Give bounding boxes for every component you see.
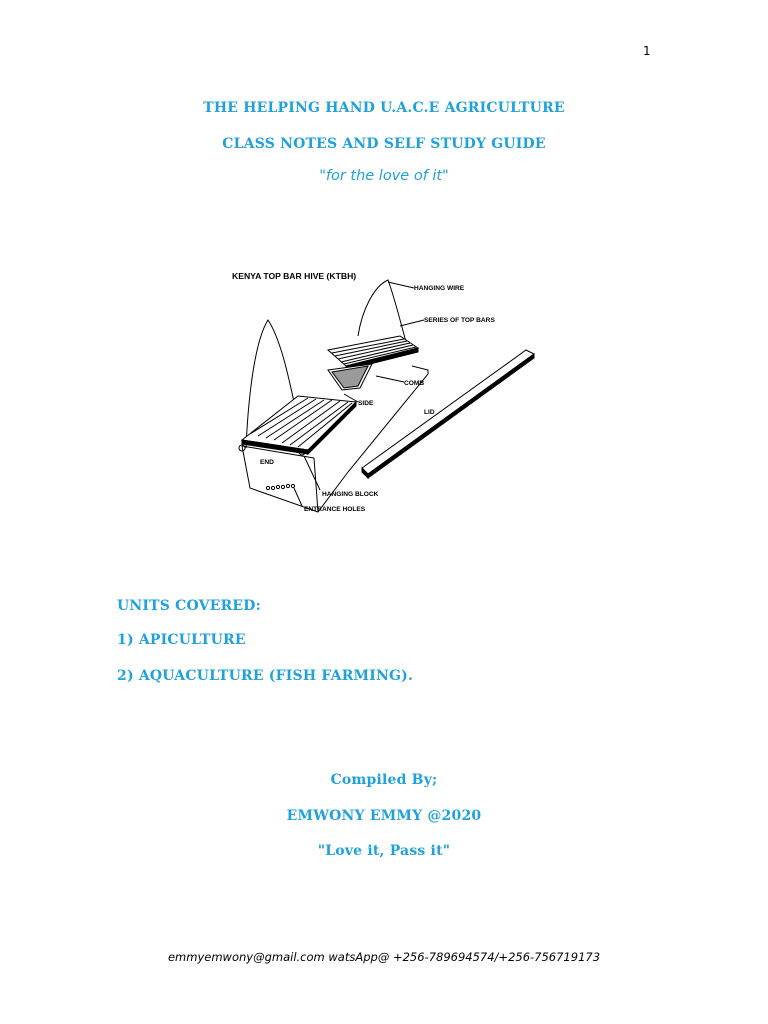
label-entrance-holes: ENTRANCE HOLES	[304, 506, 366, 513]
label-comb: COMB	[404, 380, 425, 387]
document-tagline: "for the love of it"	[319, 168, 449, 184]
label-hanging-wire: HANGING WIRE	[414, 285, 465, 292]
label-hanging-block: HANGING BLOCK	[322, 491, 379, 498]
label-end: END	[260, 459, 274, 466]
hive-lid	[362, 350, 534, 474]
right-hanging-wire	[358, 280, 406, 342]
label-side: SIDE	[358, 400, 374, 407]
units-heading: UNITS COVERED:	[117, 598, 261, 614]
label-lid: LID	[424, 409, 435, 416]
diagram-title: KENYA TOP BAR HIVE (KTBH)	[232, 271, 357, 281]
author-name: EMWONY EMMY @2020	[286, 808, 482, 824]
entrance-holes	[266, 484, 294, 489]
document-subtitle: CLASS NOTES AND SELF STUDY GUIDE	[222, 136, 546, 152]
document-title: THE HELPING HAND U.A.C.E AGRICULTURE	[203, 100, 565, 116]
unit-item-1: 1) APICULTURE	[117, 632, 246, 648]
compiled-by-label: Compiled By;	[330, 772, 438, 788]
footer-contact: emmyemwony@gmail.com watsApp@ +256-789694574/+256-756719173	[167, 950, 601, 964]
motto: "Love it, Pass it"	[317, 843, 451, 859]
page-number: 1	[643, 44, 651, 58]
kenya-top-bar-hive-diagram	[228, 262, 540, 520]
label-series-of-top-bars: SERIES OF TOP BARS	[424, 317, 495, 324]
unit-item-2: 2) AQUACULTURE (FISH FARMING).	[117, 668, 414, 684]
